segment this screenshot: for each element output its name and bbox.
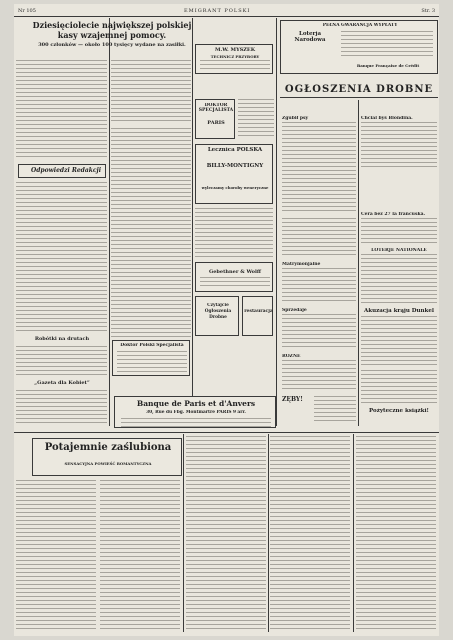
main-article-body-col2 <box>111 60 191 124</box>
answers-text <box>16 182 107 332</box>
page-number: Str. 3 <box>421 8 435 14</box>
column-rule <box>109 18 110 426</box>
myszek-ad: M.W. MYSZEK TECHNICZ PRZYBORY <box>195 44 273 74</box>
classifieds-title: OGŁOSZENIA DROBNE <box>284 84 434 95</box>
novel-text-col3 <box>186 436 266 630</box>
czytajcie-box: Czytajcie Ogłoszenia Drobne <box>195 296 239 336</box>
classified-heading: Chcial byś Blondina. <box>361 116 413 121</box>
issue-number: Nr 105 <box>18 8 36 14</box>
novel-text-col5 <box>356 436 436 630</box>
main-article-title: Dziesięciolecie największej polskiej kasy wzajemnej pomocy. <box>32 20 192 40</box>
classified-heading: Pożyteczne książki! <box>369 408 429 414</box>
classified-heading: Matrymonjalne <box>282 262 321 267</box>
gazeta-text <box>16 390 107 424</box>
lottery-ad: PEŁNA GWARANCJA WYPŁATY Loterja Narodowa Banque Française de Crédit <box>280 20 438 74</box>
column-rule <box>276 18 277 426</box>
page-header <box>14 6 439 16</box>
restauracja-ad: restauracja <box>242 296 273 336</box>
header-rule <box>14 16 439 17</box>
classified-heading: Akuzacja krąju Dunkel <box>364 308 434 314</box>
doktor-ad: DOKTOR SPECJALISTA PARIS <box>195 99 235 139</box>
novel-text-col2 <box>100 480 180 630</box>
classified-heading: Zgubił psy <box>282 116 309 121</box>
main-article-body <box>16 60 107 160</box>
main-article-subtitle: 300 członków — około 100 tysięcy wydane na zasiłki. <box>38 42 186 48</box>
classified-heading: LOTERJE NATIONALE <box>371 248 427 253</box>
answers-box: Odpowiedzi Redakcji <box>18 164 106 178</box>
masthead: EMIGRANT POLSKI <box>184 8 251 14</box>
novel-header: Potajemnie zaślubiona SENSACYJNA POWIEŚĆ ROMANTYCZNA <box>32 438 182 476</box>
classified-heading: Cera bez 27 la francuska. <box>361 212 426 217</box>
banque-ad: Banque de Paris et d'Anvers 30, Rue du Fbg. Montmartre PARIS 9 arr. <box>114 396 276 428</box>
novel-text-col1 <box>16 480 96 630</box>
roboty-heading: Robótki na drutach <box>34 336 90 342</box>
classified-heading: ROZNE <box>282 354 301 359</box>
column-rule <box>192 18 193 426</box>
novel-text-col4 <box>270 436 350 630</box>
doctor-ad-2: Doktor Polski Specjalista <box>112 340 190 376</box>
article-continuation <box>111 128 191 338</box>
newspaper-page <box>14 4 439 636</box>
gebethner-ad: Gebethner & Wolff <box>195 262 273 292</box>
roboty-text <box>16 346 107 376</box>
gazeta-heading: „Gazeta dla Kobiet” <box>34 380 90 386</box>
teeth-ad: ZĘBY! <box>282 396 303 403</box>
lecznica-ad: Lecznica POLSKA BILLY-MONTIGNY wyleczamy choroby weneryczne <box>195 144 273 204</box>
classified-heading: Sprzedaje <box>282 308 307 313</box>
